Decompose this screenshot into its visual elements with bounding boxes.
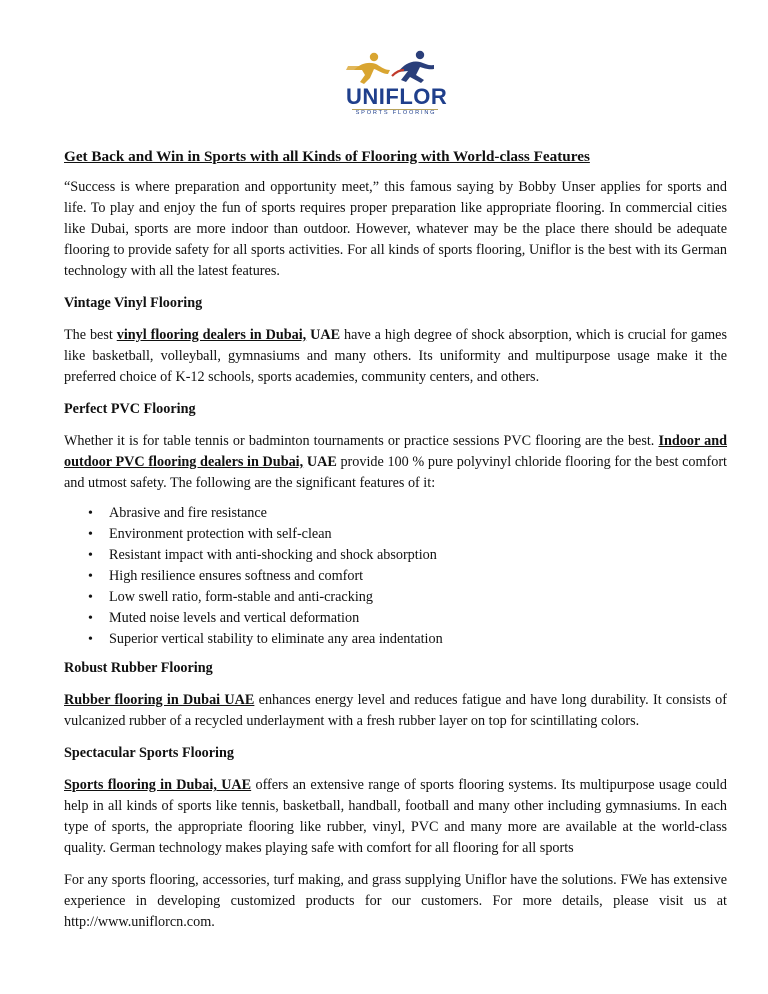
- list-item: • Muted noise levels and vertical deformation: [64, 608, 727, 629]
- logo-tagline: SPORTS FLOORING: [355, 110, 437, 116]
- list-item: • Environment protection with self-clean: [64, 524, 727, 545]
- vinyl-paragraph: [64, 325, 727, 388]
- heading-pvc: Perfect PVC Flooring: [64, 401, 196, 417]
- rubber-rest-text: enhances energy level and reduces fatigue and have long durability. It consists of vulcanized rubber of a recycled underlayment with a fresh rubber layer on top for scintillating colors.: [64, 692, 727, 729]
- sports-flooring-link[interactable]: Sports flooring in Dubai, UAE: [64, 777, 252, 793]
- page-title: Get Back and Win in Sports with all Kinds of Flooring with World-class Features: [64, 148, 590, 165]
- heading-sports: Spectacular Sports Flooring: [64, 745, 234, 761]
- vinyl-dealers-link[interactable]: vinyl flooring dealers in Dubai,: [116, 327, 307, 343]
- list-item: • Superior vertical stability to eliminate any area indentation: [64, 629, 727, 650]
- document-body: [64, 147, 727, 944]
- list-item: • High resilience ensures softness and comfort: [64, 566, 727, 587]
- vinyl-uae-text: UAE: [306, 327, 341, 343]
- athletes-logo-icon: [340, 48, 450, 88]
- rubber-paragraph: [64, 690, 727, 732]
- uniflor-logo: [340, 48, 450, 126]
- vinyl-lead-text: The best: [64, 327, 117, 343]
- list-item: • Low swell ratio, form-stable and anti-cracking: [64, 587, 727, 608]
- pvc-features-list: [64, 503, 727, 650]
- pvc-paragraph: [64, 431, 727, 494]
- closing-paragraph: For any sports flooring, accessories, turf making, and grass supplying Uniflor have the solutions. FWe has extensive experience in developing customized products for our customers. For more details, please visit us at http://www.uniflorcn.com.: [64, 872, 727, 930]
- pvc-lead-text: Whether it is for table tennis or badminton tournaments or practice sessions PVC flooring are the best.: [64, 433, 659, 449]
- list-item: • Resistant impact with anti-shocking and shock absorption: [64, 545, 727, 566]
- heading-vinyl: Vintage Vinyl Flooring: [64, 295, 203, 311]
- pvc-dealers-link[interactable]: Indoor and outdoor PVC flooring dealers in Dubai,: [64, 433, 728, 470]
- logo-brand: UNIFLOR: [346, 84, 448, 109]
- heading-rubber: Robust Rubber Flooring: [64, 660, 213, 676]
- sports-paragraph: [64, 775, 727, 859]
- intro-paragraph: “Success is where preparation and opportunity meet,” this famous saying by Bobby Unser applies for sports and life. To play and enjoy the fun of sports requires proper preparation like appropriate flooring. In commercial cities like Dubai, sports are more indoor than outdoor. However, whatever may be the place there should be adequate flooring to provide safety for all sports activities. For all kinds of sports flooring, Uniflor is the best with its German technology with all the latest features.: [64, 179, 727, 279]
- list-item: • Abrasive and fire resistance: [64, 503, 727, 524]
- pvc-uae-text: UAE: [303, 454, 337, 470]
- vinyl-rest-text: have a high degree of shock absorption, which is crucial for games like basketball, volleyball, gymnasiums and many others. Its uniformity and multipurpose usage make it the preferred choice of K-12 schools, sports academies, community centers, and others.: [64, 327, 727, 385]
- sports-rest-text: offers an extensive range of sports flooring systems. Its multipurpose usage could help in all kinds of sports like tennis, basketball, handball, football and many other including gymnasiums. In each type of sports, the appropriate flooring like rubber, vinyl, PVC and many more are available at the world-class quality. German technology makes playing safe with comfort for all flooring for all sports: [64, 777, 728, 856]
- pvc-rest-text: provide 100 % pure polyvinyl chloride flooring for the best comfort and utmost safety. The following are the significant features of it:: [64, 454, 727, 491]
- rubber-flooring-link[interactable]: Rubber flooring in Dubai UAE: [64, 692, 255, 708]
